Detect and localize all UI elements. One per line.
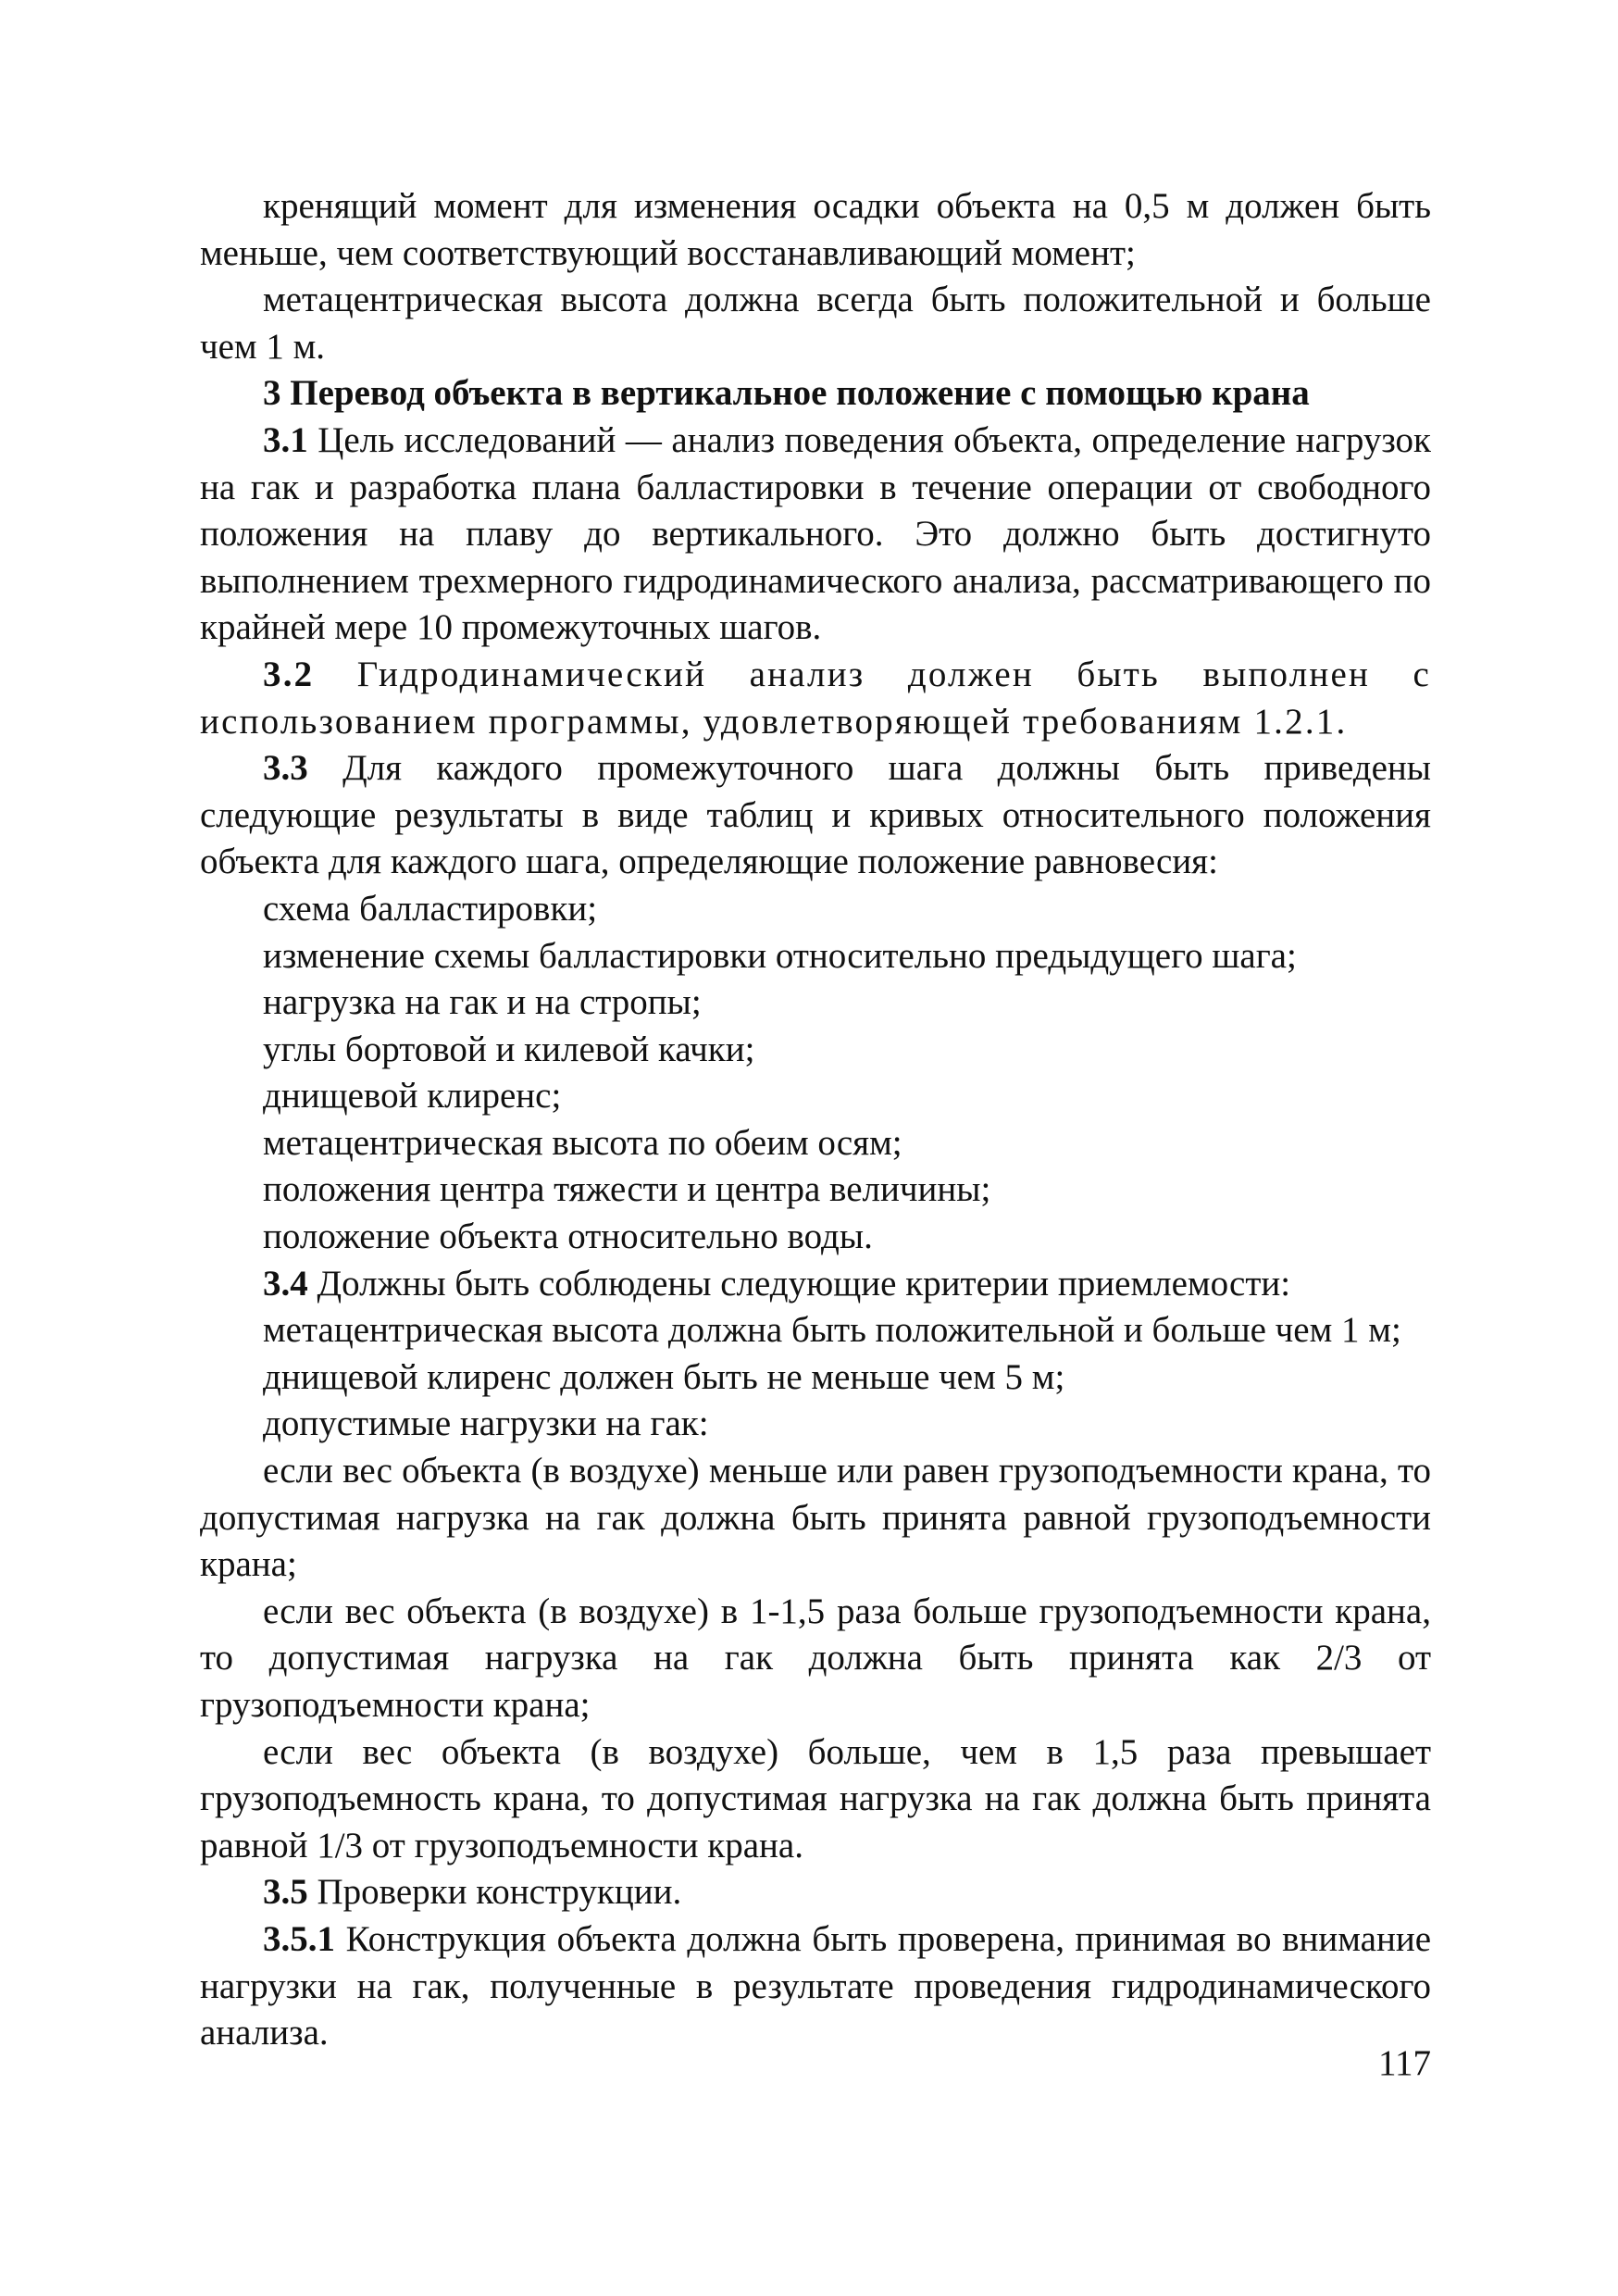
- list-item: углы бортовой и килевой качки;: [263, 1029, 755, 1069]
- list-item: нагрузка на гак и на стропы;: [263, 982, 702, 1023]
- paragraph-3-3: [200, 745, 1431, 886]
- paragraph-3-2: [200, 652, 1431, 745]
- paragraph-metacentric-height: метацентрическая высота должна всегда быть положительной и больше чем 1 м.: [200, 280, 1431, 367]
- clause-text-3-3: Для каждого промежуточного шага должны быть приведены следующие результаты в виде таблиц и кривых относительного положения объекта для каждого шага, определяющие положение равновесия:: [200, 748, 1431, 882]
- clause-number-3-5-1: 3.5.1: [263, 1918, 335, 1959]
- section-3-heading: 3 Перевод объекта в вертикальное положение с помощью крана: [263, 373, 1310, 414]
- page-number: 117: [1377, 2043, 1431, 2083]
- list-item: метацентрическая высота должна быть положительной и больше чем 1 м;: [263, 1310, 1401, 1351]
- clause-text-3-5-1: Конструкция объекта должна быть проверена, принимая во внимание нагрузки на гак, полученные в результате проведения гидродинамического анализа.: [200, 1918, 1431, 2053]
- list-item: днищевой клиренс;: [263, 1076, 562, 1117]
- clause-text-3-5: Проверки конструкции.: [307, 1872, 682, 1913]
- paragraph-3-5: [200, 1869, 1431, 1916]
- paragraph-3-5-1: [200, 1916, 1431, 2057]
- clause-number-3-5: 3.5: [263, 1872, 308, 1913]
- clause-number-3-2: 3.2: [263, 654, 315, 694]
- clause-number-3-1: 3.1: [263, 419, 308, 460]
- list-item: днищевой клиренс должен быть не меньше чем 5 м;: [263, 1356, 1065, 1397]
- paragraph-3-4: [200, 1261, 1431, 1308]
- clause-text-3-1: Цель исследований — анализ поведения объекта, определение нагрузок на гак и разработка плана балластировки в течение операции от свободного положения на плаву до вертикального. Это должно быть достигнуто выполнением трехмерного гидродинамического анализа, рассматривающего по крайней мере 10 промежуточных шагов.: [200, 419, 1431, 648]
- clause-text-3-4: Должны быть соблюдены следующие критерии приемлемости:: [307, 1263, 1291, 1304]
- list-item: допустимые нагрузки на гак:: [263, 1404, 709, 1444]
- text-column: [200, 183, 1431, 2057]
- clause-text-3-2: Гидродинамический анализ должен быть выполнен с использованием программы, удовлетворяющей требованиям 1.2.1.: [200, 654, 1431, 742]
- list-item: метацентрическая высота по обеим осям;: [263, 1122, 902, 1163]
- hook-load-case: если вес объекта (в воздухе) меньше или равен грузоподъемности крана, то допустимая нагрузка на гак должна быть принята равной грузоподъемности крана;: [200, 1451, 1431, 1585]
- paragraph-heeling-moment: кренящий момент для изменения осадки объекта на 0,5 м должен быть меньше, чем соответствующий восстанавливающий момент;: [200, 186, 1431, 273]
- list-item: положение объекта относительно воды.: [263, 1217, 873, 1257]
- hook-load-case: если вес объекта (в воздухе) больше, чем в 1,5 раза превышает грузоподъемность крана, то допустимая нагрузка на гак должна быть принята равной 1/3 от грузоподъемности крана.: [200, 1731, 1431, 1866]
- clause-number-3-4: 3.4: [263, 1263, 308, 1304]
- list-item: положения центра тяжести и центра величины;: [263, 1169, 991, 1210]
- hook-load-case: если вес объекта (в воздухе) в 1-1,5 раза больше грузоподъемности крана, то допустимая нагрузка на гак должна быть принята как 2/3 от грузоподъемности крана;: [200, 1591, 1431, 1725]
- list-item: изменение схемы балластировки относительно предыдущего шага;: [263, 935, 1297, 976]
- list-item: схема балластировки;: [263, 888, 598, 929]
- paragraph-3-1: [200, 418, 1431, 652]
- clause-number-3-3: 3.3: [263, 748, 308, 789]
